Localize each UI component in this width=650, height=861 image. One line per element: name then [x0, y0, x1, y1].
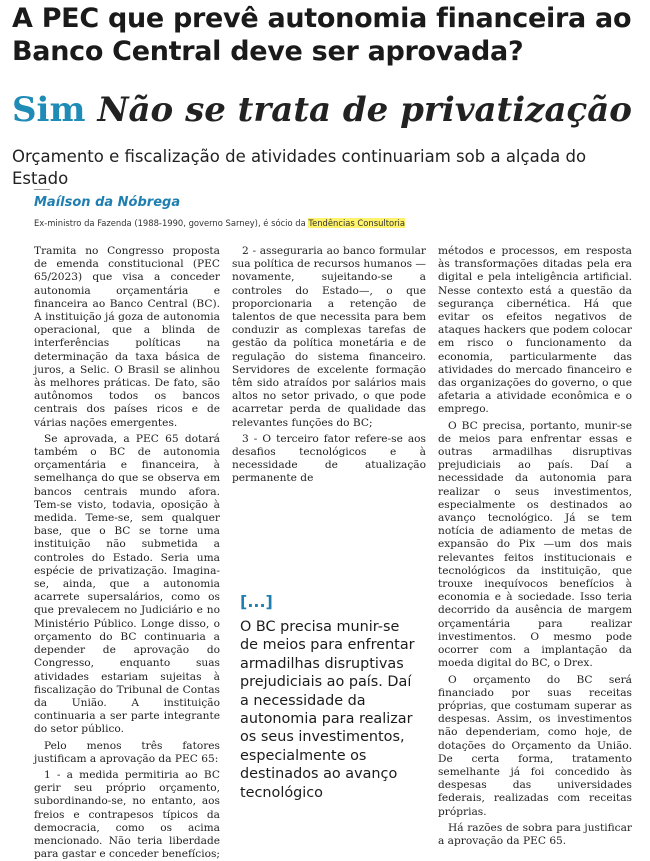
author-bio: [34, 218, 405, 229]
author-name: Maílson da Nóbrega: [34, 195, 181, 210]
pull-quote: [240, 592, 420, 802]
paragraph: 3 - O terceiro fator refere-se aos desafios tecnológicos e à necessidade de atualização permanente de: [232, 432, 426, 485]
author-bio-text: Ex-ministro da Fazenda (1988-1990, governo Sarney), é sócio da: [34, 218, 309, 228]
article-subtitle: Orçamento e fiscalização de atividades continuariam sob a alçada do Estado: [12, 147, 587, 188]
paragraph: 2 - asseguraria ao banco formular sua política de recursos humanos —novamente, sujeitando-se a controles do Estado—, o que proporcionaria a retenção de talentos de que necessita para bem conduzir as complexas tarefas de gestão da política monetária e de regulação do sistema financeiro. Servidores de excelente formação têm sido atraídos por salários mais altos no setor privado, o que pode acarretar perda de qualidade das relevantes funções do BC;: [232, 245, 426, 429]
headline: A PEC que prevê autonomia financeira ao Banco Central deve ser aprovada?: [12, 3, 632, 67]
paragraph: 1 - a medida permitiria ao BC gerir seu próprio orçamento, subordinando-se, no entanto, aos freios e contrapesos típicos da democracia, como os acima mencionado. Não teria liberdade para gastar e conceder benefícios;: [34, 768, 220, 861]
pull-quote-text: O BC precisa munir-se de meios para enfrentar armadilhas disruptivas prejudiciais ao país. Daí a necessidade da autonomia para realizar os seus investimentos, especialmente os destinados ao avanço tecnológico: [240, 619, 415, 801]
author-divider: [34, 189, 50, 190]
article-title: Não se trata de privatização: [97, 90, 632, 130]
article-column-3: [438, 245, 632, 847]
paragraph: O BC precisa, portanto, munir-se de meios para enfrentar essas e outras armadilhas disruptivas prejudiciais ao país. Daí a necessidade da autonomia para realizar o seus investimentos, especialmente os destinados ao avanço tecnológico. Já se tem notícia de adiamento de metas de expansão do Pix —um dos mais relevantes feitos institucionais e tecnológicos da instituição, que trouxe inequívocos benefícios à economia e à sociedade. Isso teria decorrido da ausência de margem orçamentária para realizar investimentos. O mesmo pode ocorrer com a implantação da moeda digital do BC, o Drex.: [438, 419, 632, 670]
author-company-highlight: Tendências Consultoria: [308, 218, 406, 228]
article-column-2: [232, 245, 426, 485]
paragraph: Se aprovada, a PEC 65 dotará também o BC de autonomia orçamentária e financeira, à semelhança do que se observa em bancos centrais mundo afora. Tem-se visto, todavia, oposição à medida. Teme-se, sem qualquer base, que o BC se torne uma instituição não submetida a controles do Estado. Seria uma espécie de privatização. Imagina-se, ainda, que a autonomia acarrete supersalários, como os que prevalecem no Judiciário e no Ministério Público. Longe disso, o orçamento do BC continuaria a depender de aprovação do Congresso, enquanto suas atividades estariam sujeitas à fiscalização do Tribunal de Contas da União. A instituição continuaria a ser parte integrante do setor público.: [34, 432, 220, 736]
paragraph: Pelo menos três fatores justificam a aprovação da PEC 65:: [34, 739, 220, 765]
article-title-row: [12, 90, 638, 130]
pull-quote-mark: [...]: [240, 592, 273, 611]
paragraph: Há razões de sobra para justificar a aprovação da PEC 65.: [438, 821, 632, 847]
paragraph: O orçamento do BC será financiado por suas receitas próprias, que costumam superar as despesas. Assim, os investimentos não dependeriam, como hoje, de dotações do Orçamento da União. De certa forma, tratamento semelhante já foi concedido às despesas das universidades federais, realizadas com receitas próprias.: [438, 673, 632, 818]
stance-label: Sim: [12, 90, 86, 130]
paragraph: Tramita no Congresso proposta de emenda constitucional (PEC 65/2023) que visa a conceder autonomia orçamentária e financeira ao Banco Central (BC). A instituição já goza de autonomia operacional, que a blinda de interferências políticas na determinação da taxa básica de juros, a Selic. O Brasil se alinhou às melhores práticas. De fato, são autônomos todos os bancos centrais dos países ricos e de várias nações emergentes.: [34, 245, 220, 429]
article-column-1: [34, 245, 220, 861]
paragraph: métodos e processos, em resposta às transformações ditadas pela era digital e pela inteligência artificial. Nesse contexto está a questão da segurança cibernética. Há que evitar os efeitos negativos de ataques hackers que podem colocar em risco o funcionamento da economia, particularmente das atividades do mercado financeiro e das organizações do governo, o que afetaria a atividade econômica e o emprego.: [438, 245, 632, 416]
